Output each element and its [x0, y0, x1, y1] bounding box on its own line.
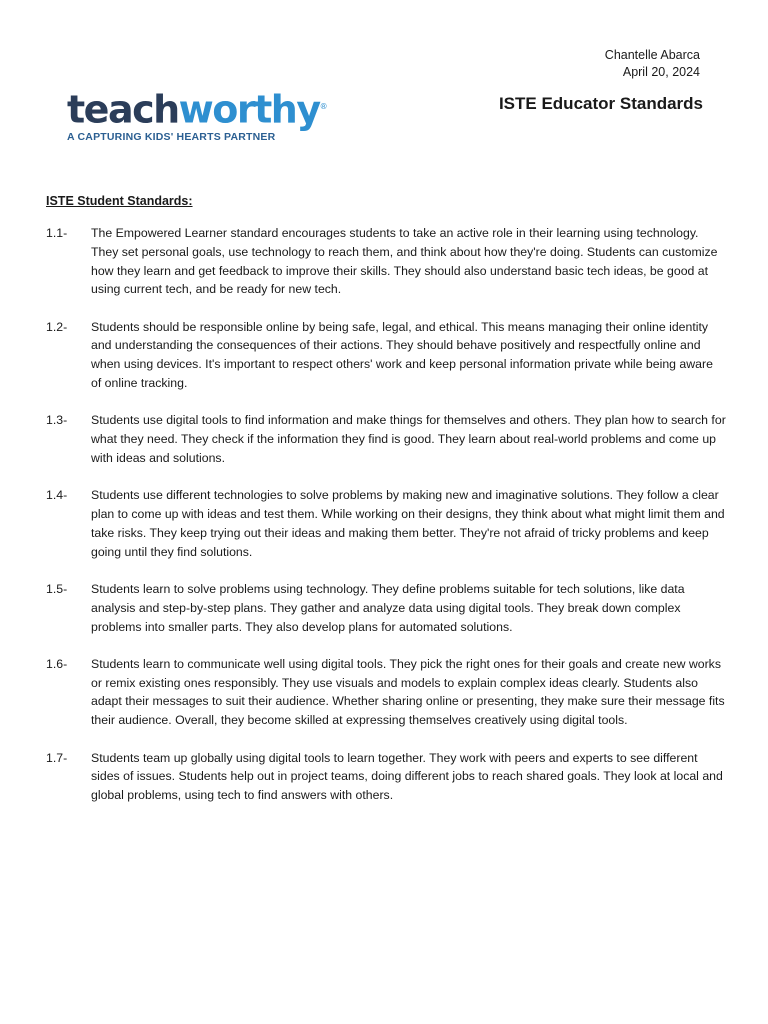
logo-tagline: A CAPTURING KIDS' HEARTS PARTNER — [67, 131, 276, 143]
standard-text: Students use digital tools to find information and make things for themselves and others. They plan how to search for what they need. They check if the information they find is good. They learn about real-world problems and come up with ideas and solutions. — [91, 413, 726, 465]
logo-trademark: ® — [319, 102, 328, 111]
standard-text: Students use different technologies to solve problems by making new and imaginative solutions. They follow a clear plan to come up with ideas and test them. While working on their designs, they think about what might limit them and take risks. They keep trying out their ideas and making them better. They're not afraid of tricky problems and keep going until they find solutions. — [91, 488, 725, 559]
standard-item — [46, 749, 726, 805]
standard-item — [46, 318, 726, 393]
author-name: Chantelle Abarca — [604, 48, 700, 62]
author-block — [605, 47, 700, 81]
standard-text: Students learn to communicate well using digital tools. They pick the right ones for their goals and create new works or remix existing ones responsibly. They use visuals and models to explain complex ideas clearly. Students also adapt their messages to suit their audience. Whether sharing online or presenting, they make sure their message fits their audience. Overall, they become skilled at expressing themselves creatively using digital tools. — [91, 656, 725, 728]
teachworthy-logo — [67, 86, 328, 152]
standard-number: 1.1- — [46, 226, 68, 240]
standard-item — [46, 655, 726, 730]
standard-item — [46, 486, 726, 561]
standard-item — [46, 411, 726, 467]
standard-number: 1.4- — [46, 488, 68, 503]
standard-item — [46, 224, 726, 299]
standard-number: 1.6- — [46, 656, 68, 671]
standard-text: Students team up globally using digital tools to learn together. They work with peers and experts to see different sides of issues. Students help out in project teams, doing different jobs to reach shared goals. They look at local and global problems, using tech to find answers with others. — [91, 750, 723, 803]
standards-list — [46, 224, 726, 823]
standard-number: 1.3- — [46, 413, 68, 428]
standard-item — [46, 580, 726, 636]
standard-text: Students should be responsible online by being safe, legal, and ethical. This means managing their online identity and understanding the consequences of their actions. They should behave positively and respectfully online and when using devices. It's important to respect others' work and keep personal information private while being aware of online tracking. — [91, 319, 713, 391]
standard-number: 1.2- — [46, 319, 68, 334]
logo-word-worthy: worthy — [178, 87, 320, 132]
document-date: April 20, 2024 — [622, 65, 700, 79]
logo-word-teach: teach — [67, 87, 179, 132]
standard-number: 1.7- — [46, 750, 68, 765]
standard-text: The Empowered Learner standard encourages students to take an active role in their learning using technology. They set personal goals, use technology to reach them, and think about how they're doing. Students can customize how they learn and get feedback to improve their skills. They should also understand basic tech ideas, be good at using current tech, and be ready for new tech. — [91, 226, 718, 297]
logo-wordmark — [67, 86, 328, 132]
section-heading: ISTE Student Standards: — [46, 194, 193, 208]
standard-text: Students learn to solve problems using technology. They define problems suitable for tech solutions, like data analysis and step-by-step plans. They gather and analyze data using digital tools. They break down complex problems into smaller parts. They also develop plans for automated solutions. — [91, 581, 685, 634]
standard-number: 1.5- — [46, 581, 68, 596]
document-title: ISTE Educator Standards — [498, 94, 703, 113]
